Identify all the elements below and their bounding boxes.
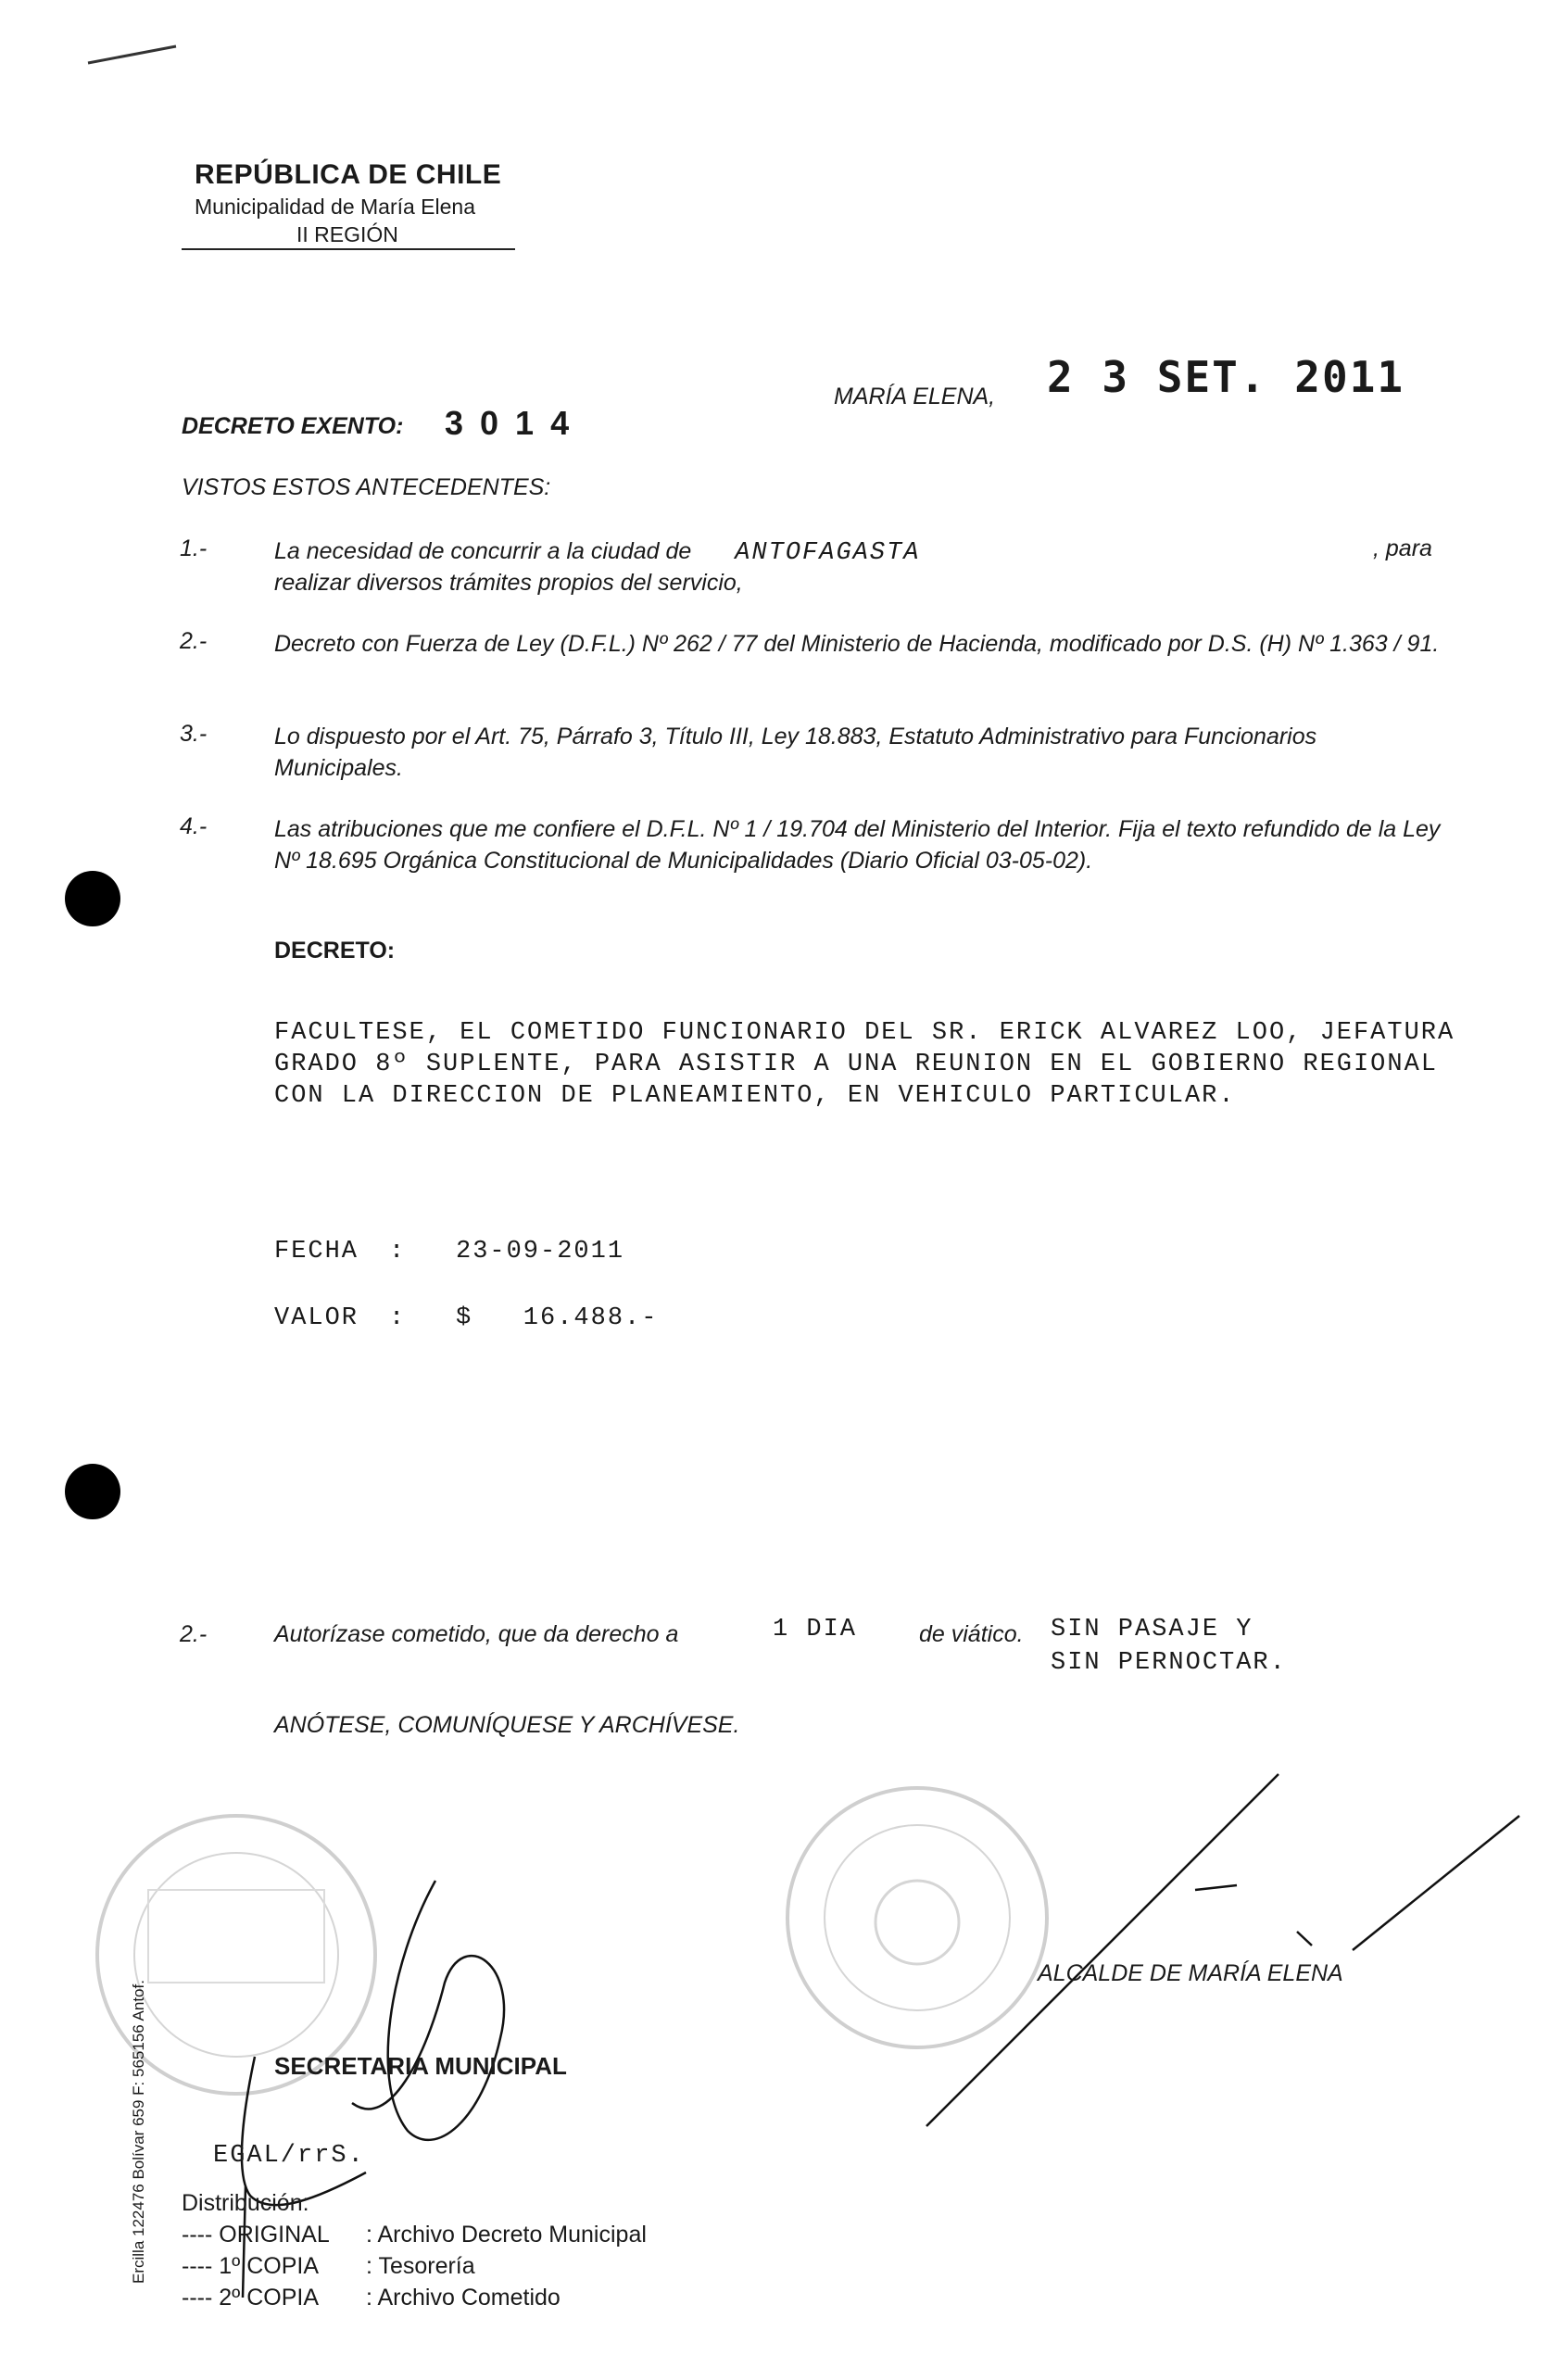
point2-text: Autorízase cometido, que da derecho a <box>274 1621 679 1647</box>
fecha-label: FECHA <box>274 1238 359 1266</box>
mayor-title: ALCALDE DE MARÍA ELENA <box>1038 1960 1343 1986</box>
distribution-destination: : Tesorería <box>366 2253 475 2279</box>
item-text-line2: realizar diversos trámites propios del servicio, <box>274 570 743 596</box>
point2-text-b: de viático. <box>919 1621 1024 1647</box>
distribution-copy: ---- 1º COPIA <box>182 2253 320 2279</box>
place-label: MARÍA ELENA, <box>834 384 996 409</box>
distribution-copy: ---- ORIGINAL <box>182 2222 330 2248</box>
typist-initials: EGAL/rrS. <box>213 2142 365 2170</box>
printer-footer: Ercilla 122476 Bolívar 659 F: 565156 Antof. <box>130 1980 147 2284</box>
decreto-heading: DECRETO: <box>274 938 396 963</box>
distribution-destination: : Archivo Decreto Municipal <box>366 2222 647 2248</box>
item-text: Decreto con Fuerza de Ley (D.F.L.) Nº 262 / 77 del Ministerio de Hacienda, modificado por D.S. (H) Nº 1.363 / 91. <box>274 631 1440 657</box>
item-number: 2.- <box>180 628 208 654</box>
valor-value: $ 16.488.- <box>456 1304 659 1332</box>
municipality-name: Municipalidad de María Elena <box>195 195 476 219</box>
header-rule <box>182 248 515 250</box>
decree-number: 3 0 1 4 <box>445 404 573 442</box>
fecha-separator: : <box>389 1238 407 1266</box>
closing-formula: ANÓTESE, COMUNÍQUESE Y ARCHÍVESE. <box>274 1712 740 1738</box>
fecha-value: 23-09-2011 <box>456 1238 625 1266</box>
point2-number: 2.- <box>180 1621 208 1647</box>
secretary-title: SECRETARIA MUNICIPAL <box>274 2052 567 2080</box>
note-line-2: SIN PERNOCTAR. <box>1051 1649 1287 1677</box>
punch-hole <box>65 871 120 926</box>
distribution-destination: : Archivo Cometido <box>366 2285 561 2311</box>
item-text-part: La necesidad de concurrir a la ciudad de <box>274 538 692 564</box>
country-title: REPÚBLICA DE CHILE <box>195 159 502 190</box>
valor-separator: : <box>389 1304 407 1332</box>
item-text: Lo dispuesto por el Art. 75, Párrafo 3, Título III, Ley 18.883, Estatuto Administrativo para Funcionarios Municipales. <box>274 724 1317 781</box>
mayor-seal <box>787 1788 1047 2047</box>
decree-label: DECRETO EXENTO: <box>182 413 404 439</box>
date-stamp: 2 3 SET. 2011 <box>1047 352 1405 402</box>
mayor-signature <box>926 1774 1519 2126</box>
note-line-1: SIN PASAJE Y <box>1051 1616 1253 1643</box>
item-text-suffix: , para <box>1373 535 1432 561</box>
valor-label: VALOR <box>274 1304 359 1332</box>
region-label: II REGIÓN <box>296 222 398 246</box>
vistos-heading: VISTOS ESTOS ANTECEDENTES: <box>182 474 551 500</box>
item-number: 4.- <box>180 813 208 839</box>
decreto-body: FACULTESE, EL COMETIDO FUNCIONARIO DEL SR. ERICK ALVAREZ LOO, JEFATURA GRADO 8º SUPLENTE, PARA ASISTIR A UNA REUNION EN EL GOBIERNO REGIONAL CON LA DIRECCION DE PLANEAMIENTO, EN VEHICULO PARTICULAR. <box>274 1019 1455 1110</box>
item-text: Las atribuciones que me confiere el D.F.L. Nº 1 / 19.704 del Ministerio del Interior. Fija el texto refundido de la Ley Nº 18.695 Orgánica Constitucional de Municipalidades (Diario Oficial 03-05-02). <box>274 816 1441 874</box>
item-number: 1.- <box>180 535 208 561</box>
punch-hole <box>65 1464 120 1519</box>
city-name: ANTOFAGASTA <box>735 539 921 567</box>
item-text <box>274 535 1442 569</box>
viatico-days: 1 DIA <box>773 1616 858 1643</box>
scan-mark <box>88 46 176 63</box>
distribution-copy: ---- 2º COPIA <box>182 2285 320 2311</box>
item-number: 3.- <box>180 721 208 747</box>
distribution-heading: Distribución: <box>182 2190 309 2216</box>
